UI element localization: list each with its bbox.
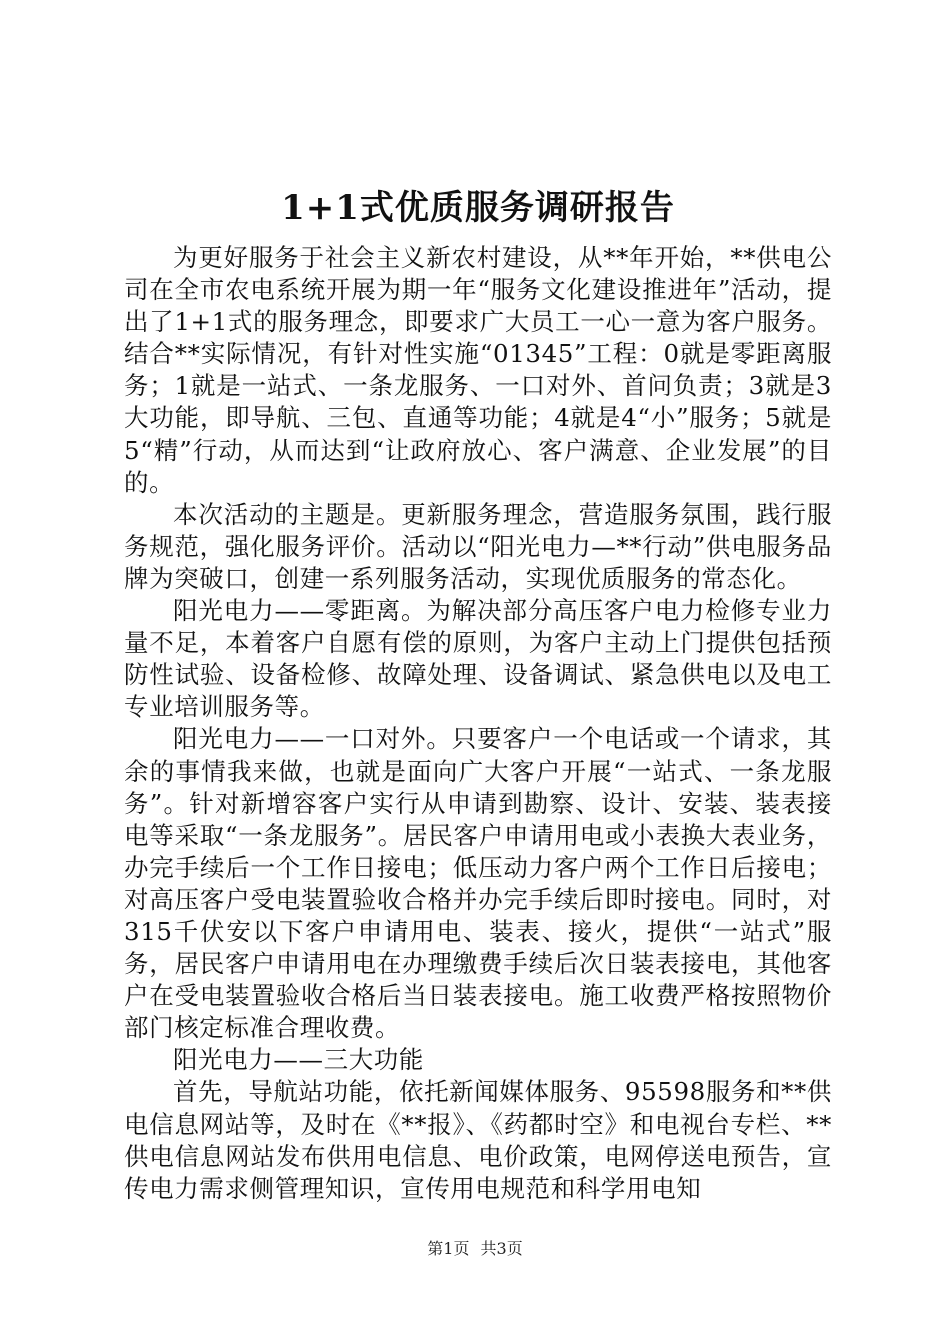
- document-title: 1+1式优质服务调研报告: [281, 188, 675, 228]
- paragraph-navigation-function: 首先，导航站功能，依托新闻媒体服务、95598服务和**供电信息网站等，及时在《**报》、《药都时空》和电视台专栏、**供电信息网站发布供用电信息、电价政策，电网停送电预告，宣传电力需求侧管理知识，宣传用电规范和科学用电知: [124, 1077, 832, 1203]
- page-total: 共3页: [480, 1239, 523, 1258]
- paragraph-one-window: 阳光电力——一口对外。只要客户一个电话或一个请求，其余的事情我来做，也就是面向广大客户开展“一站式、一条龙服务”。针对新增容客户实行从申请到勘察、设计、安装、装表接电等采取“一条龙服务”。居民客户申请用电或小表换大表业务，办完手续后一个工作日接电；低压动力客户两个工作日后接电；对高压客户受电装置验收合格并办完手续后即时接电。同时，对315千伏安以下客户申请用电、装表、接火，提供“一站式”服务，居民客户申请用电在办理缴费手续后次日装表接电，其他客户在受电装置验收合格后当日装表接电。施工收费严格按照物价部门核定标准合理收费。: [124, 724, 832, 1043]
- paragraph-zero-distance: 阳光电力——零距离。为解决部分高压客户电力检修专业力量不足，本着客户自愿有偿的原则，为客户主动上门提供包括预防性试验、设备检修、故障处理、设备调试、紧急供电以及电工专业培训服务等。: [124, 596, 832, 722]
- paragraph-theme: 本次活动的主题是。更新服务理念，营造服务氛围，践行服务规范，强化服务评价。活动以“阳光电力—**行动”供电服务品牌为突破口，创建一系列服务活动，实现优质服务的常态化。: [124, 499, 832, 593]
- paragraph-intro: 为更好服务于社会主义新农村建设，从**年开始，**供电公司在全市农电系统开展为期一年“服务文化建设推进年”活动，提出了1+1式的服务理念，即要求广大员工一心一意为客户服务。结合**实际情况，有针对性实施“01345”工程：0就是零距离服务；1就是一站式、一条龙服务、一口对外、首问负责；3就是3大功能，即导航、三包、直通等功能；4就是4“小”服务；5就是5“精”行动，从而达到“让政府放心、客户满意、企业发展”的目的。: [124, 243, 832, 497]
- paragraph-three-functions-heading: 阳光电力——三大功能: [173, 1045, 424, 1075]
- page-number: 第1页: [427, 1239, 470, 1258]
- page-footer: [0, 1238, 950, 1260]
